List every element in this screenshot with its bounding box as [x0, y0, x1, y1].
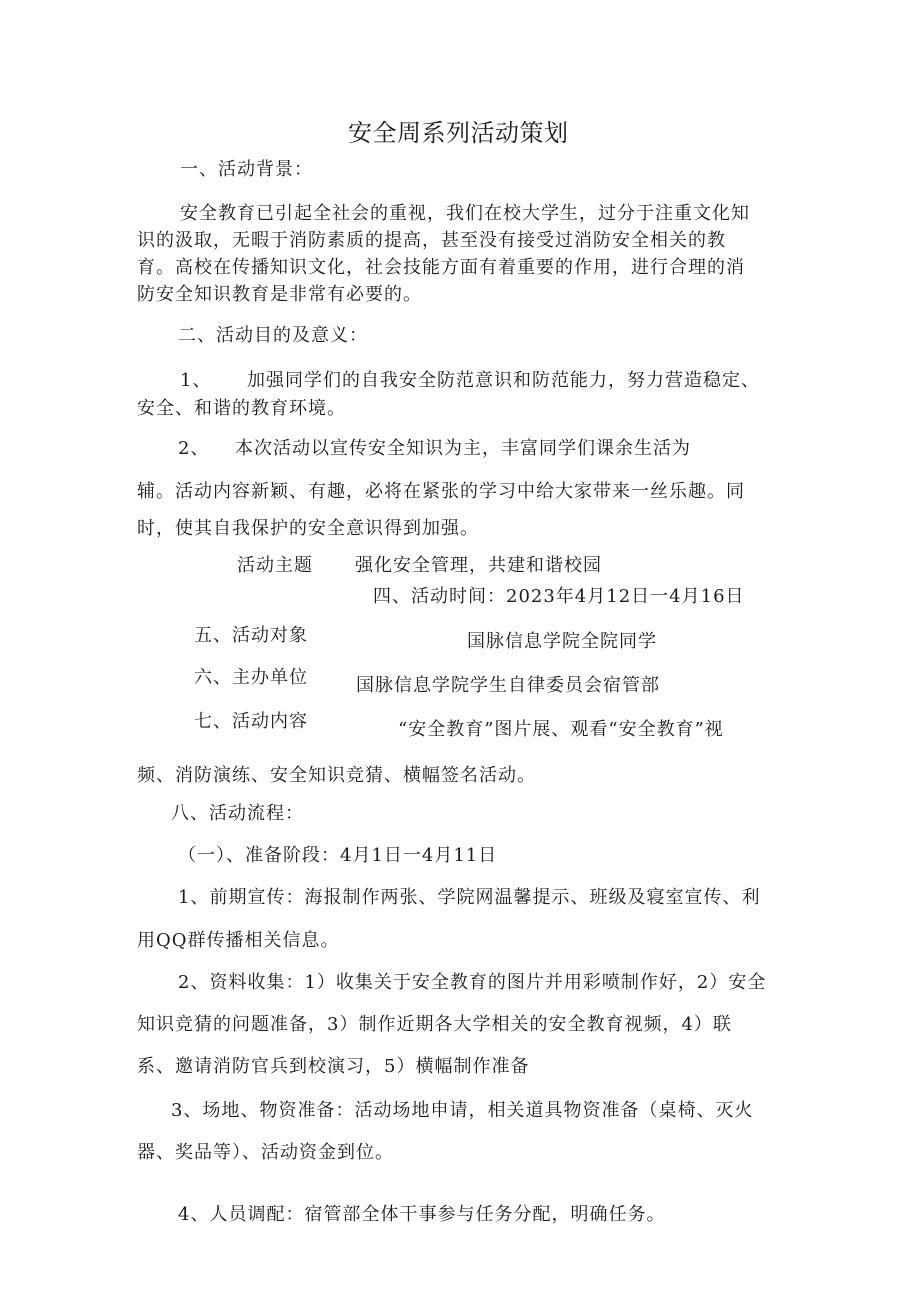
- organizer-value: 国脉信息学院学生自律委员会宿管部: [356, 675, 660, 696]
- list-number: 1、: [180, 370, 212, 391]
- paragraph-line: 知识竞猜的问题准备，3）制作近期各大学相关的安全教育视频，4）联: [137, 1014, 732, 1035]
- section-heading-purpose: 二、活动目的及意义：: [178, 325, 368, 346]
- paragraph-line: 安全教育已引起全社会的重视，我们在校大学生，过分于注重文化知: [180, 203, 750, 224]
- paragraph-line: 2、资料收集：1）收集关于安全教育的图片并用彩喷制作好，2）安全: [178, 972, 767, 993]
- paragraph-line: 育。高校在传播知识文化，社会技能方面有着重要的作用，进行合理的消: [137, 257, 745, 278]
- target-value: 国脉信息学院全院同学: [467, 631, 657, 652]
- paragraph-line: 3、场地、物资准备：活动场地申请，相关道具物资准备（桌椅、灭火: [171, 1100, 754, 1121]
- paragraph-line: 1、前期宣传：海报制作两张、学院网温馨提示、班级及寝室宣传、利: [178, 887, 761, 908]
- target-label: 五、活动对象: [194, 625, 308, 646]
- document-title: 安全周系列活动策划: [348, 119, 569, 147]
- paragraph-line: 辅。活动内容新颖、有趣，必将在紧张的学习中给大家带来一丝乐趣。同: [137, 481, 745, 502]
- theme-value: 强化安全管理，共建和谐校园: [355, 555, 602, 576]
- list-number: 2、: [178, 438, 210, 459]
- activity-time: 四、活动时间：2023年4月12日一4月16日: [373, 586, 745, 607]
- paragraph-line: 频、消防演练、安全知识竞猜、横幅签名活动。: [137, 765, 536, 786]
- section-heading-background: 一、活动背景：: [180, 159, 313, 180]
- paragraph-line: 用QQ群传播相关信息。: [137, 930, 340, 951]
- content-value: “安全教育”图片展、观看“安全教育”视: [398, 719, 724, 740]
- paragraph-line: 防安全知识教育是非常有必要的。: [137, 284, 422, 305]
- paragraph-line: 本次活动以宣传安全知识为主，丰富同学们课余生活为: [235, 438, 691, 459]
- paragraph-line: 识的汲取，无暇于消防素质的提高，甚至没有接受过消防安全相关的教: [137, 230, 726, 251]
- paragraph-line: 4、人员调配：宿管部全体干事参与任务分配，明确任务。: [178, 1204, 666, 1225]
- content-label: 七、活动内容: [194, 711, 308, 732]
- paragraph-line: 安全、和谐的教育环境。: [137, 398, 346, 419]
- paragraph-line: 时，使其自我保护的安全意识得到加强。: [137, 518, 479, 539]
- paragraph-line: 器、奖品等）、活动资金到位。: [137, 1142, 394, 1163]
- organizer-label: 六、主办单位: [194, 667, 308, 688]
- section-heading-process: 八、活动流程：: [171, 803, 304, 824]
- prep-stage: （一）、准备阶段：4月1日一4月11日: [178, 845, 498, 866]
- theme-label: 活动主题: [237, 555, 313, 576]
- paragraph-line: 加强同学们的自我安全防范意识和防范能力，努力营造稳定、: [247, 370, 760, 391]
- paragraph-line: 系、邀请消防官兵到校演习，5）横幅制作准备: [137, 1056, 530, 1077]
